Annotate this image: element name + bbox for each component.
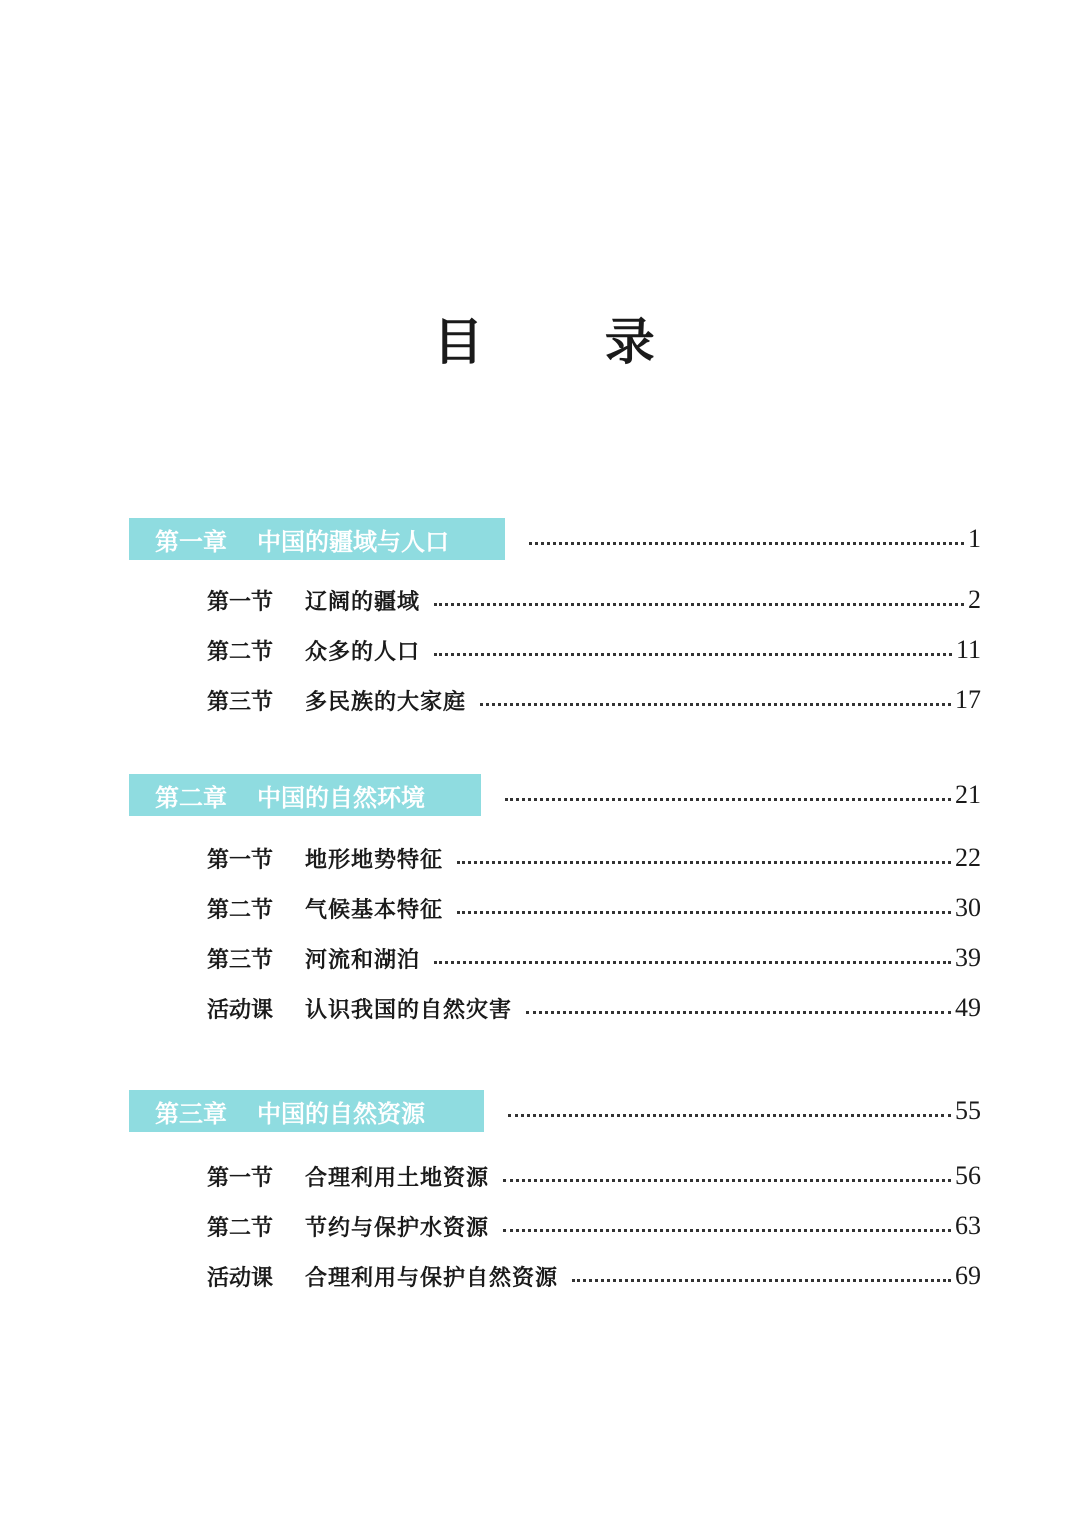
page-number: 11 xyxy=(955,635,981,664)
section-1-1-entry[interactable] xyxy=(207,582,981,618)
section-2-4-entry[interactable] xyxy=(207,990,981,1026)
section-number: 第一节 xyxy=(207,588,274,615)
section-number: 活动课 xyxy=(207,996,274,1023)
section-number: 第二节 xyxy=(207,896,274,923)
section-2-1-entry[interactable] xyxy=(207,840,981,876)
dot-leader xyxy=(457,911,951,914)
dot-leader xyxy=(508,1114,951,1117)
section-title: 合理利用与保护自然资源 xyxy=(305,1264,559,1291)
page-number: 56 xyxy=(955,1161,981,1190)
section-number: 第三节 xyxy=(207,946,274,973)
chapter-2-band xyxy=(129,774,481,816)
chapter-3-band xyxy=(129,1090,484,1132)
page-number: 63 xyxy=(955,1211,981,1240)
dot-leader xyxy=(526,1011,951,1014)
chapter-title: 中国的自然环境 xyxy=(257,783,425,812)
dot-leader xyxy=(434,603,964,606)
page-number: 39 xyxy=(955,943,981,972)
chapter-3-entry[interactable] xyxy=(129,1090,981,1132)
section-1-2-entry[interactable] xyxy=(207,632,981,668)
page-number: 22 xyxy=(955,843,981,872)
chapter-title: 中国的疆域与人口 xyxy=(257,527,449,556)
section-number: 第二节 xyxy=(207,638,274,665)
section-number: 第二节 xyxy=(207,1214,274,1241)
section-number: 活动课 xyxy=(207,1264,274,1291)
dot-leader xyxy=(434,961,951,964)
chapter-number: 第二章 xyxy=(155,783,227,812)
dot-leader xyxy=(480,703,951,706)
section-number: 第一节 xyxy=(207,1164,274,1191)
page-number: 17 xyxy=(955,685,981,714)
dot-leader xyxy=(434,653,952,656)
section-title: 气候基本特征 xyxy=(305,896,444,923)
section-title: 河流和湖泊 xyxy=(305,946,421,973)
page-number: 1 xyxy=(968,524,981,553)
dot-leader xyxy=(457,861,951,864)
page-number: 55 xyxy=(955,1096,981,1125)
section-title: 多民族的大家庭 xyxy=(305,688,467,715)
section-3-3-entry[interactable] xyxy=(207,1258,981,1294)
section-3-1-entry[interactable] xyxy=(207,1158,981,1194)
section-title: 合理利用土地资源 xyxy=(305,1164,490,1191)
page-number: 69 xyxy=(955,1261,981,1290)
page-number: 2 xyxy=(968,585,981,614)
section-title: 辽阔的疆域 xyxy=(305,588,421,615)
chapter-number: 第三章 xyxy=(155,1099,227,1128)
section-2-2-entry[interactable] xyxy=(207,890,981,926)
section-number: 第一节 xyxy=(207,846,274,873)
chapter-2-entry[interactable] xyxy=(129,774,981,816)
section-title: 地形地势特征 xyxy=(305,846,444,873)
dot-leader xyxy=(572,1279,951,1282)
section-number: 第三节 xyxy=(207,688,274,715)
page-number: 21 xyxy=(955,780,981,809)
chapter-title: 中国的自然资源 xyxy=(257,1099,425,1128)
section-title: 节约与保护水资源 xyxy=(305,1214,490,1241)
page-title: 目 录 xyxy=(433,312,707,371)
dot-leader xyxy=(505,798,951,801)
section-1-3-entry[interactable] xyxy=(207,682,981,718)
page-number: 49 xyxy=(955,993,981,1022)
chapter-1-band xyxy=(129,518,505,560)
section-3-2-entry[interactable] xyxy=(207,1208,981,1244)
section-title: 众多的人口 xyxy=(305,638,421,665)
dot-leader xyxy=(503,1229,951,1232)
section-2-3-entry[interactable] xyxy=(207,940,981,976)
chapter-1-entry[interactable] xyxy=(129,518,981,560)
chapter-number: 第一章 xyxy=(155,527,227,556)
section-title: 认识我国的自然灾害 xyxy=(305,996,513,1023)
dot-leader xyxy=(503,1179,951,1182)
dot-leader xyxy=(529,542,964,545)
page-number: 30 xyxy=(955,893,981,922)
